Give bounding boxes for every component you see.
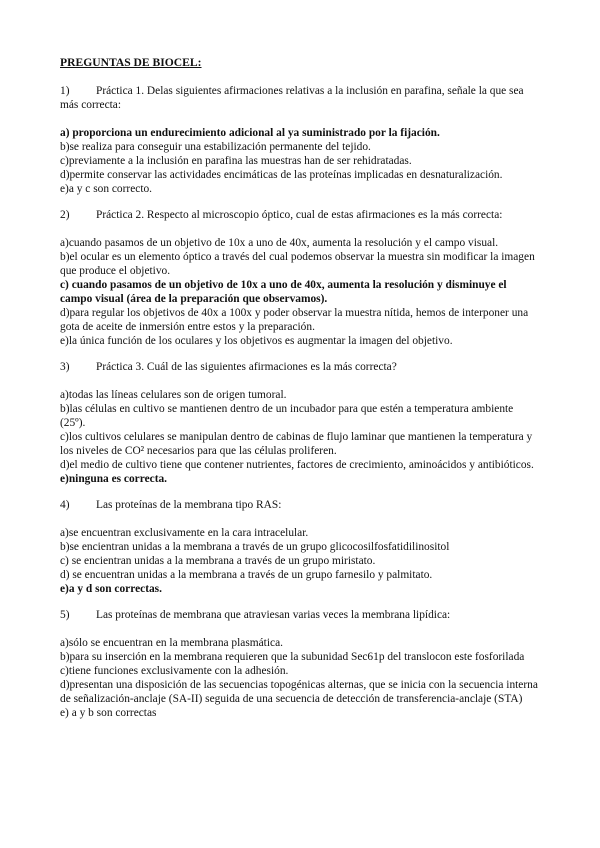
answer-option-b: b)se encientran unidas a la membrana a través de un grupo glicocosilfosfatidilinositol	[60, 541, 450, 553]
question-text: Las proteínas de membrana que atraviesan varias veces la membrana lipídica:	[96, 609, 451, 621]
answer-option-b: b)se realiza para conseguir una estabilización permanente del tejido.	[60, 141, 371, 153]
question-heading	[60, 360, 540, 374]
answer-option-c: c) cuando pasamos de un objetivo de 10x a uno de 40x, aumenta la resolución y disminuye el campo visual (área de la preparación que observamos).	[60, 279, 507, 305]
question-text: Práctica 2. Respecto al microscopio óptico, cual de estas afirmaciones es la más correcta:	[96, 209, 503, 221]
answer-option-e: e) a y b son correctas	[60, 707, 157, 719]
question-1	[60, 84, 540, 196]
question-number: 5)	[60, 609, 70, 621]
answer-option-e: e)a y c son correcto.	[60, 183, 153, 195]
answer-option-d: d)el medio de cultivo tiene que contener nutrientes, factores de crecimiento, aminoácidos y antibióticos.	[60, 459, 534, 471]
answer-option-c: c)los cultivos celulares se manipulan dentro de cabinas de flujo laminar que mantienen la temperatura y los niveles de CO² necesarios para que las células proliferen.	[60, 431, 533, 457]
question-text: Las proteínas de la membrana tipo RAS:	[96, 499, 282, 511]
answer-option-e: e)la única función de los oculares y los objetivos es augmentar la imagen del objetivo.	[60, 335, 453, 347]
question-4	[60, 498, 540, 596]
answer-option-a: a)cuando pasamos de un objetivo de 10x a uno de 40x, aumenta la resolución y el campo visual.	[60, 237, 499, 249]
question-5	[60, 608, 540, 720]
question-heading	[60, 498, 540, 512]
answer-option-a: a)se encuentran exclusivamente en la cara intracelular.	[60, 527, 309, 539]
question-heading	[60, 608, 540, 622]
answer-option-d: d)presentan una disposición de las secuencias topogénicas alternas, que se inicia con la secuencia interna de señalización-anclaje (SA-II) seguida de una secuencia de detección de transferencia-anclaje (STA)	[60, 679, 538, 705]
answer-option-d: d)para regular los objetivos de 40x a 100x y poder observar la muestra nítida, hemos de interponer una gota de aceite de inmersión entre estos y la preparación.	[60, 307, 529, 333]
answer-option-a: a)todas las líneas celulares son de origen tumoral.	[60, 389, 287, 401]
answer-option-e: e)ninguna es correcta.	[60, 473, 168, 485]
answer-option-a: a)sólo se encuentran en la membrana plasmática.	[60, 637, 283, 649]
answer-option-c: c)previamente a la inclusión en parafina las muestras han de ser rehidratadas.	[60, 155, 412, 167]
answer-option-b: b)las células en cultivo se mantienen dentro de un incubador para que estén a temperatura ambiente (25º).	[60, 403, 514, 429]
answer-option-d: d)permite conservar las actividades encimáticas de las proteínas implicadas en desnaturalización.	[60, 169, 503, 181]
question-3	[60, 360, 540, 486]
question-number: 3)	[60, 361, 70, 373]
answer-option-c: c)tiene funciones exclusivamente con la adhesión.	[60, 665, 289, 677]
question-number: 1)	[60, 85, 70, 97]
question-number: 4)	[60, 499, 70, 511]
question-text: Práctica 1. Delas siguientes afirmaciones relativas a la inclusión en parafina, señale la que sea más correcta:	[60, 85, 524, 111]
question-heading	[60, 208, 540, 222]
answer-option-b: b)para su inserción en la membrana requieren que la subunidad Sec61p del translocon este fosforilada	[60, 651, 525, 663]
answer-option-d: d) se encuentran unidas a la membrana a través de un grupo farnesilo y palmitato.	[60, 569, 433, 581]
document-title: PREGUNTAS DE BIOCEL:	[60, 56, 202, 69]
answer-option-e: e)a y d son correctas.	[60, 583, 162, 595]
question-heading	[60, 84, 540, 112]
question-2	[60, 208, 540, 348]
answer-option-b: b)el ocular es un elemento óptico a través del cual podemos observar la muestra sin modificar la imagen que produce el objetivo.	[60, 251, 535, 277]
question-text: Práctica 3. Cuál de las siguientes afirmaciones es la más correcta?	[96, 361, 397, 373]
answer-option-c: c) se encientran unidas a la membrana a través de un grupo miristato.	[60, 555, 376, 567]
question-number: 2)	[60, 209, 70, 221]
answer-option-a: a) proporciona un endurecimiento adicional al ya suministrado por la fijación.	[60, 127, 440, 139]
